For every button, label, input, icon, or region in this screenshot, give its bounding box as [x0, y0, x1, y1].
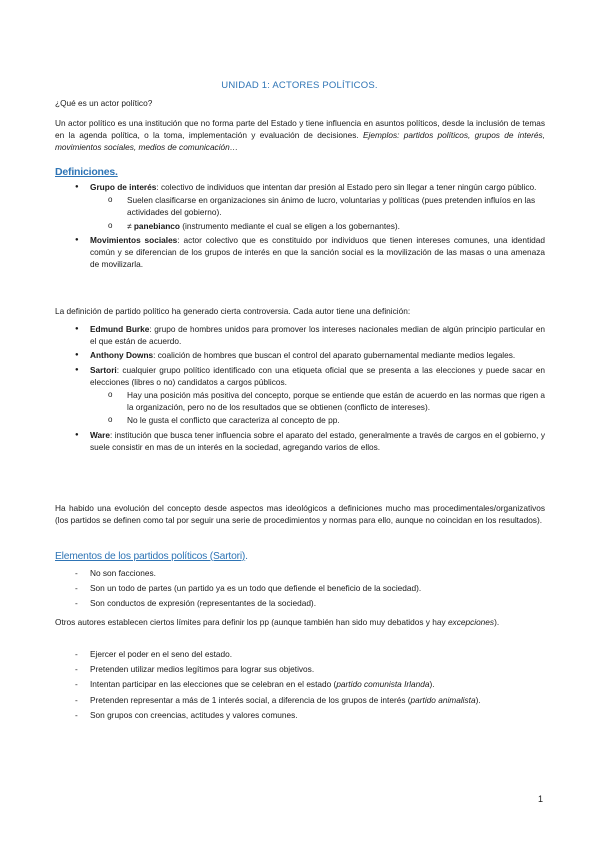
definiciones-list	[55, 181, 545, 270]
definicion-subitem: o Suelen clasificarse en organizaciones sin ánimo de lucro, voluntarias y políticas (pues pretenden influíos en las actividades del gobierno).	[90, 194, 545, 218]
autor-item: ● Anthony Downs: coalición de hombres que buscan el control del aparato gubernamental mediante medios legales.	[55, 349, 545, 361]
limite-item: - Ejercer el poder en el seno del estado.	[55, 648, 545, 660]
partido-intro-paragraph: La definición de partido político ha generado cierta controversia. Cada autor tiene una definición:	[55, 306, 411, 316]
autor-sublist	[90, 389, 545, 427]
autor-subitem: o Hay una posición más positiva del concepto, porque se entiende que están de acuerdo en las normas que rigen a la organización, pero no de los resultados que se obtienen (conflicto de intereses).	[90, 389, 545, 413]
autor-item: ● Sartori: cualquier grupo político identificado con una etiqueta oficial que se presenta a las elecciones y puede sacar en elecciones (libres o no) candidatos a cargos públicos. o Hay una posición más positiva del concepto, porque se entiende que están de acuerdo en las normas que rigen a la organización, pero no de los resultados que se obtienen (conflicto de intereses). o No le gusta el conflicto que caracteriza al concepto de pp.	[55, 364, 545, 427]
definicion-term: Movimientos sociales	[90, 234, 178, 245]
limite-item: - Intentan participar en las elecciones que se celebran en el estado (partido comunista Irlanda).	[55, 678, 545, 690]
definiciones-list-container	[55, 181, 545, 272]
autores-list	[55, 323, 545, 453]
otros-paragraph: Otros autores establecen ciertos límites para definir los pp (aunque también han sido muy debatidos y hay excepciones).	[55, 617, 500, 627]
definicion-subitem: o ≠ panebianco (instrumento mediante el cual se eligen a los gobernantes).	[90, 220, 545, 232]
elemento-item: - Son un todo de partes (un partido ya es un todo que defiende el beneficio de la sociedad).	[55, 582, 545, 594]
definicion-text: : actor colectivo que es constituido por individuos que tienen intereses comunes, una identidad común y se diferencian de los grupos de interés en que la sanción social es la movilización de las masas o una amenaza de movilizarla.	[90, 234, 546, 270]
definicion-sublist	[90, 194, 545, 232]
autor-item: ● Ware: institución que busca tener influencia sobre el aparato del estado, generalmente a través de cargos en el gobierno, y suele consistir en mas de un interés en la sociedad, agregando varios de ellos.	[55, 429, 545, 453]
limite-item: - Pretenden representar a más de 1 interés social, a diferencia de los grupos de interés (partido animalista).	[55, 694, 545, 706]
definicion-term: Grupo de interés	[90, 182, 157, 192]
limites-list-container	[55, 648, 545, 724]
evolucion-paragraph: Ha habido una evolución del concepto desde aspectos mas ideológicos a definiciones mucho mas procedimentales/organizativos (los partidos se definen como tal por seguir una serie de procedimientos y normas para ello, aunque no coincidan en los resultados).	[55, 503, 545, 526]
question-line: ¿Qué es un actor político?	[55, 98, 153, 108]
intro-examples: Ejemplos: partidos políticos, grupos de interés, movimientos sociales, medios de comunicación…	[55, 130, 545, 153]
autor-subitem: o No le gusta el conflicto que caracteriza al concepto de pp.	[90, 414, 545, 426]
definicion-item	[55, 234, 545, 271]
autor-item: ● Edmund Burke: grupo de hombres unidos para promover los intereses nacionales median de algún principio particular en el que están de acuerdo.	[55, 323, 545, 347]
elementos-list	[55, 567, 545, 610]
elementos-heading: Elementos de los partidos políticos (Sartori).	[55, 551, 248, 562]
page-title: UNIDAD 1: ACTORES POLÍTICOS.	[221, 80, 378, 91]
limite-item: - Son grupos con creencias, actitudes y valores comunes.	[55, 709, 545, 721]
page-number: 1	[538, 794, 544, 804]
elementos-list-container	[55, 567, 545, 613]
elemento-item: - No son facciones.	[55, 567, 545, 579]
elemento-item: - Son conductos de expresión (representantes de la sociedad).	[55, 597, 545, 609]
limite-item: - Pretenden utilizar medios legítimos para lograr sus objetivos.	[55, 663, 545, 675]
autores-list-container	[55, 323, 545, 455]
definicion-text: : colectivo de individuos que intentan dar presión al Estado pero sin llegar a tener ningún cargo público.	[156, 182, 537, 192]
intro-paragraph	[55, 117, 545, 154]
definiciones-heading: Definiciones.	[55, 166, 118, 178]
limites-list	[55, 648, 545, 721]
definicion-item	[55, 181, 545, 232]
intro-text: Un actor político es una institución que no forma parte del Estado y tiene influencia en asuntos políticos, desde la inclusión de temas en la agenda política, o la toma, implementación y evaluación de decisiones.	[55, 118, 545, 141]
